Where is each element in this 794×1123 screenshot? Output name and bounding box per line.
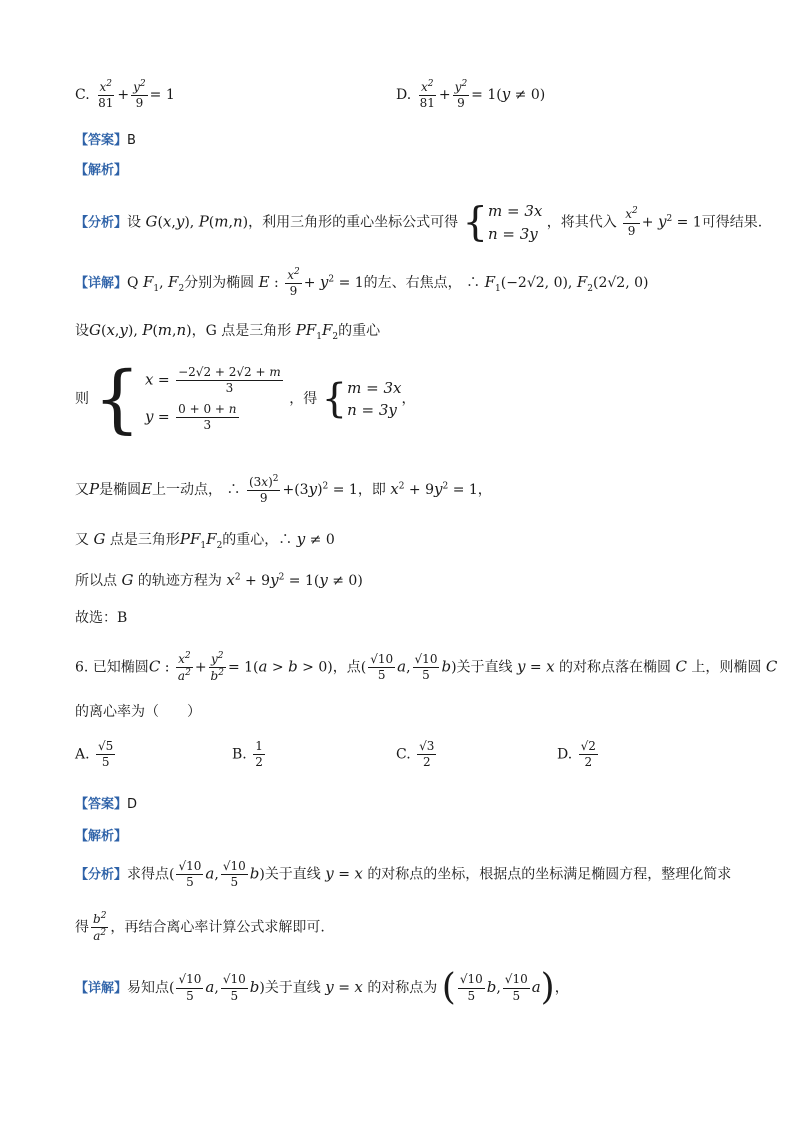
ze-line: 则 { x = $\frac{-2√2 + 2√2 + m}{3}$ y = $\frac{0 + 0 + n}{3}$ ，得 { m = 3x n = 3y ， [75,356,416,442]
xiangjie-line-2: 【详解】易知点( $\frac{√10}{5}$ a, $\frac{√10}{5}$ b)关于直线 y = x 的对称点为 ( $\frac{√10}{5}$ b, $\frac{√10}{5}$ a)， [75,967,569,1008]
g-line: 又 G 点是三角形$PF_1F_2$的重心，∴ y ≠ 0 [75,530,335,551]
q6-line-1: 6. 已知椭圆C : $\frac{x^2}{a^2}$ + $\frac{y^2}{b^2}$ = 1(a > b > 0)，点( $\frac{√10}{5}$ a, $\frac{√10}{5}$ b)关于直线 y = x 的对称点落在椭圆 C 上，则椭圆 C [75,651,778,684]
prev-option-c: C. $\frac{x^2}{81}$ + $\frac{y^2}{9}$ = 1 [75,79,175,111]
fenxi-line-2b: 得 $\frac{b^2}{a^2}$ ，再结合离心率计算公式求解即可. [75,911,325,944]
traj-line: 所以点 G 的轨迹方程为 $x^2 + 9y^2 = 1(y \ne 0)$ [75,571,363,589]
xiangjie-line-1: 【详解】Q $F_1$, $F_2$分别为椭圆 E : $\frac{x^2}{9}$ + $y^2 = 1$的左、右焦点， ∴ $F_1(-2√2$, 0), $F_2(2√2$, 0) [75,267,649,299]
fenxi-line-1: 【分析】设 G(x,y), P(m,n)，利用三角形的重心坐标公式可得 { m = 3x n = 3y ，将其代入 $\frac{x^2}{9}$ + $y^2 = 1$可得结果. [75,199,763,246]
answer-line-2: 【答案】D [75,797,138,812]
q6-option-a: A. $\frac{√5}{5}$ [75,739,114,770]
analysis-label-1: 【解析】 [75,163,128,178]
q6-option-d: D. $\frac{√2}{2}$ [557,739,596,770]
analysis-label-2: 【解析】 [75,829,128,844]
q6-option-b: B. $\frac{1}{2}$ [232,739,263,770]
prev-option-d: D. $\frac{x^2}{81}$ + $\frac{y^2}{9}$ = 1(y ≠ 0) [396,79,546,111]
p-line: 又P是椭圆E上一动点， ∴ $\frac{(3x)^2}{9}$ $+(3y)^2 = 1$，即 $x^2 + 9y^2 = 1$， [75,474,492,506]
fenxi-line-2: 【分析】求得点( $\frac{√10}{5}$ a, $\frac{√10}{5}$ b)关于直线 y = x 的对称点的坐标，根据点的坐标满足椭圆方程，整理化简求 [75,859,732,890]
q6-option-c: C. $\frac{√3}{2}$ [396,739,435,770]
answer-line-1: 【答案】B [75,133,136,148]
q6-line-2: 的离心率为（ ） [75,704,201,720]
set-line: 设G(x,y), P(m,n)，G 点是三角形 $PF_1F_2$的重心 [75,321,381,342]
choose-line: 故选：B [75,610,128,626]
